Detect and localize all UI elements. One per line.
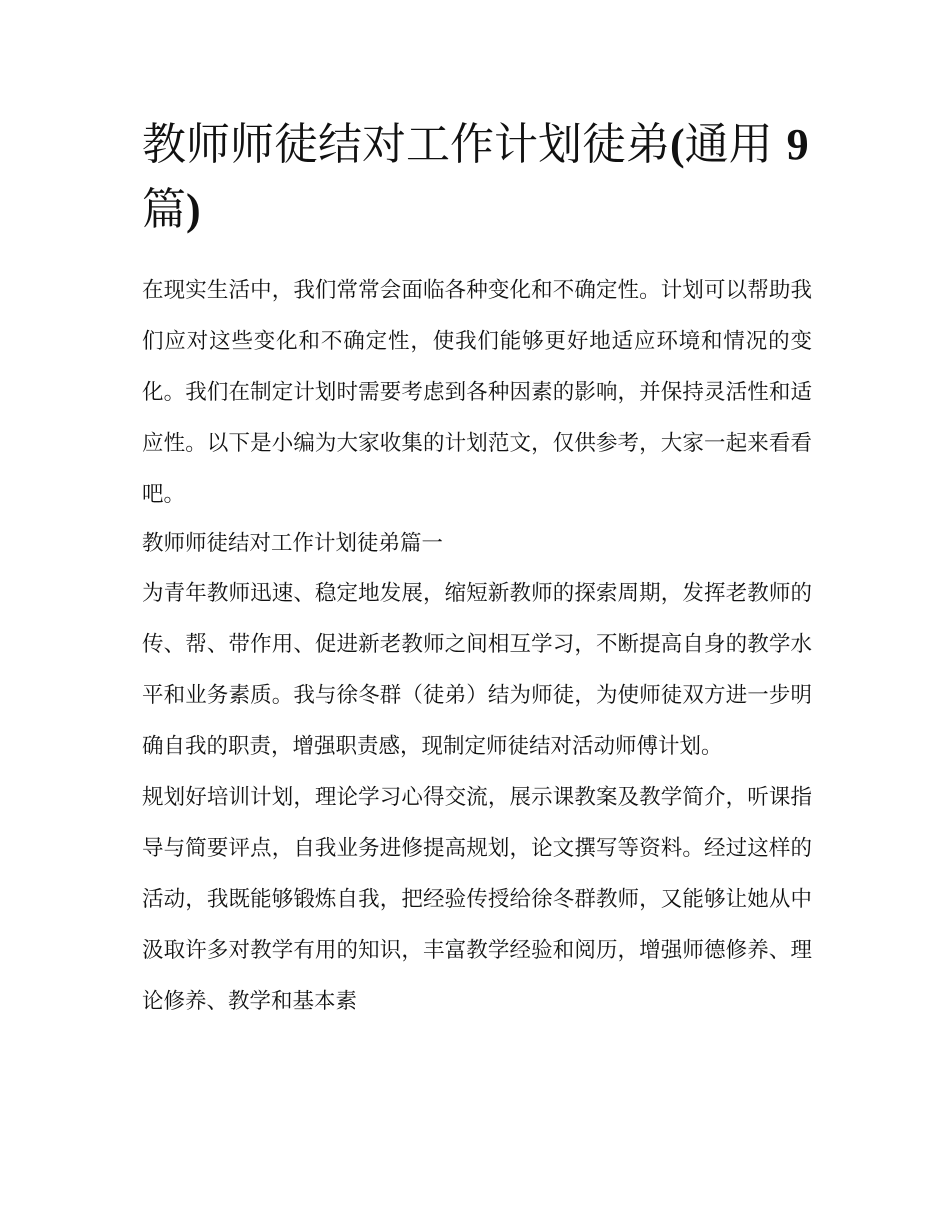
title-number: 9 xyxy=(786,120,809,169)
title-text-main: 教师师徒结对工作计划徒弟 xyxy=(142,119,670,170)
body-paragraph-1: 为青年教师迅速、稳定地发展，缩短新教师的探索周期，发挥老教师的传、帮、带作用、促进新老教师之间相互学习，不断提高自身的教学水平和业务素质。我与徐冬群（徒弟）结为师徒，为使师徒双方进一步明确自我的职责，增强职责感，现制定师徒结对活动师傅计划。 xyxy=(142,581,812,759)
document-title xyxy=(142,112,812,242)
section-heading: 教师师徒结对工作计划徒弟篇一 xyxy=(142,531,444,556)
document-content xyxy=(142,112,812,1027)
intro-paragraph: 在现实生活中，我们常常会面临各种变化和不确定性。计划可以帮助我们应对这些变化和不确定性，使我们能够更好地适应环境和情况的变化。我们在制定计划时需要考虑到各种因素的影响，并保持灵活性和适应性。以下是小编为大家收集的计划范文，仅供参考，大家一起来看看吧。 xyxy=(142,278,812,507)
body-paragraph-2: 规划好培训计划，理论学习心得交流，展示课教案及教学简介，听课指导与简要评点，自我业务进修提高规划，论文撰写等资料。经过这样的活动，我既能够锻炼自我，把经验传授给徐冬群教师，又能够让她从中汲取许多对教学有用的知识，丰富教学经验和阅历，增强师德修养、理论修养、教学和基本素 xyxy=(142,785,812,1014)
title-text-articles: 篇 xyxy=(142,184,186,235)
title-text-general: 通用 xyxy=(684,119,773,170)
document-body xyxy=(142,265,812,1027)
title-paren-close: ) xyxy=(186,185,201,234)
title-paren-open: ( xyxy=(670,120,685,169)
